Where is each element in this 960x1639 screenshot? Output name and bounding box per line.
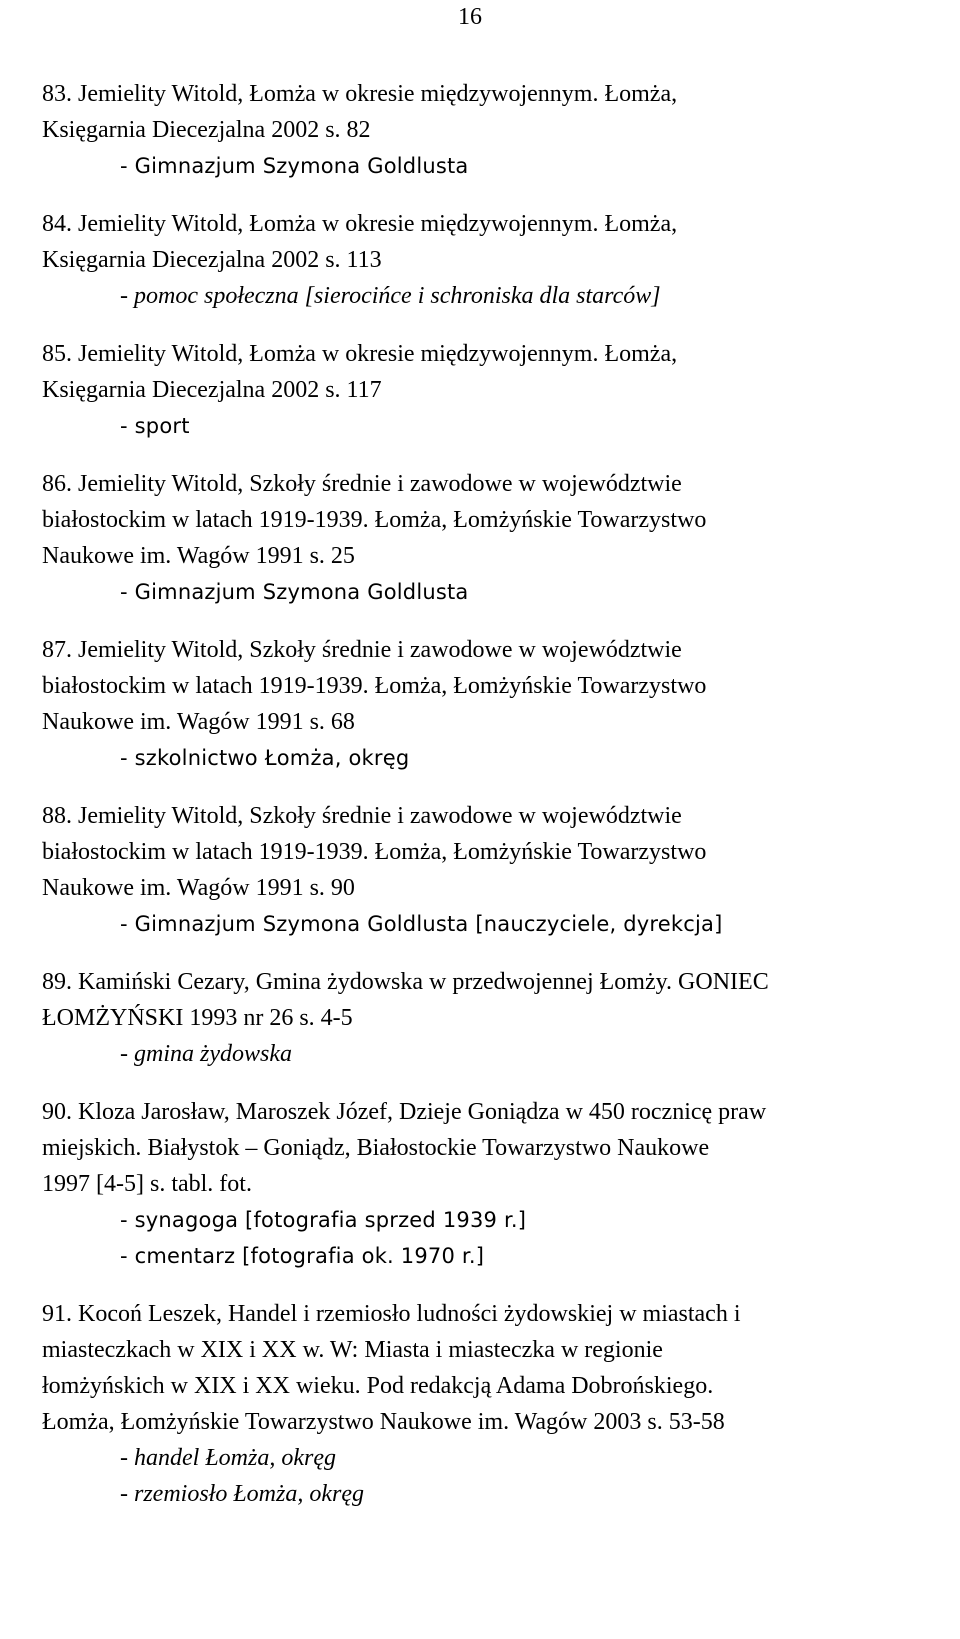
entry-line: miejskich. Białystok – Goniądz, Białostockie Towarzystwo Naukowe	[42, 1135, 710, 1161]
entry-line: białostockim w latach 1919-1939. Łomża, Łomżyńskie Towarzystwo	[42, 673, 707, 699]
bibliography-entry	[42, 336, 942, 444]
entry-topic: - rzemiosło Łomża, okręg	[120, 1481, 364, 1507]
bibliography-list	[42, 76, 942, 1534]
entry-line: Łomża, Łomżyńskie Towarzystwo Naukowe im. Wagów 2003 s. 53-58	[42, 1409, 725, 1435]
bibliography-entry	[42, 206, 942, 314]
page-number: 16	[458, 4, 482, 30]
entry-line: 1997 [4-5] s. tabl. fot.	[42, 1171, 252, 1197]
bibliography-entry	[42, 1094, 942, 1274]
entry-line: Naukowe im. Wagów 1991 s. 90	[42, 875, 355, 901]
entry-topic: - Gimnazjum Szymona Goldlusta	[120, 580, 469, 604]
entry-line: 90. Kloza Jarosław, Maroszek Józef, Dzieje Goniądza w 450 rocznicę praw	[42, 1099, 767, 1125]
entry-line: 91. Kocoń Leszek, Handel i rzemiosło ludności żydowskiej w miastach i	[42, 1301, 741, 1327]
entry-topic: - handel Łomża, okręg	[120, 1445, 336, 1471]
entry-line: Naukowe im. Wagów 1991 s. 25	[42, 543, 355, 569]
bibliography-entry	[42, 798, 942, 942]
entry-topic: - Gimnazjum Szymona Goldlusta	[120, 154, 469, 178]
entry-line: 83. Jemielity Witold, Łomża w okresie międzywojennym. Łomża,	[42, 81, 678, 107]
entry-topic: - sport	[120, 414, 190, 438]
entry-line: ŁOMŻYŃSKI 1993 nr 26 s. 4-5	[42, 1005, 353, 1031]
entry-topic: - szkolnictwo Łomża, okręg	[120, 746, 410, 770]
bibliography-entry	[42, 632, 942, 776]
entry-line: 84. Jemielity Witold, Łomża w okresie międzywojennym. Łomża,	[42, 211, 678, 237]
bibliography-entry	[42, 76, 942, 184]
entry-line: Naukowe im. Wagów 1991 s. 68	[42, 709, 355, 735]
entry-line: miasteczkach w XIX i XX w. W: Miasta i miasteczka w regionie	[42, 1337, 663, 1363]
entry-line: 87. Jemielity Witold, Szkoły średnie i zawodowe w województwie	[42, 637, 682, 663]
entry-line: 88. Jemielity Witold, Szkoły średnie i zawodowe w województwie	[42, 803, 682, 829]
bibliography-entry	[42, 466, 942, 610]
entry-topic: - synagoga [fotografia sprzed 1939 r.]	[120, 1208, 527, 1232]
entry-line: białostockim w latach 1919-1939. Łomża, Łomżyńskie Towarzystwo	[42, 507, 707, 533]
entry-line: białostockim w latach 1919-1939. Łomża, Łomżyńskie Towarzystwo	[42, 839, 707, 865]
entry-topic: - cmentarz [fotografia ok. 1970 r.]	[120, 1244, 485, 1268]
entry-topic: - Gimnazjum Szymona Goldlusta [nauczyciele, dyrekcja]	[120, 912, 723, 936]
entry-topic: - pomoc społeczna [sierocińce i schroniska dla starców]	[120, 283, 661, 309]
entry-line: 89. Kamiński Cezary, Gmina żydowska w przedwojennej Łomży. GONIEC	[42, 969, 769, 995]
entry-line: 86. Jemielity Witold, Szkoły średnie i zawodowe w województwie	[42, 471, 682, 497]
entry-line: Księgarnia Diecezjalna 2002 s. 82	[42, 117, 371, 143]
entry-line: 85. Jemielity Witold, Łomża w okresie międzywojennym. Łomża,	[42, 341, 678, 367]
bibliography-entry	[42, 964, 942, 1072]
bibliography-entry	[42, 1296, 942, 1512]
entry-line: Księgarnia Diecezjalna 2002 s. 117	[42, 377, 382, 403]
entry-topic: - gmina żydowska	[120, 1041, 292, 1067]
entry-line: łomżyńskich w XIX i XX wieku. Pod redakcją Adama Dobrońskiego.	[42, 1373, 714, 1399]
entry-line: Księgarnia Diecezjalna 2002 s. 113	[42, 247, 382, 273]
